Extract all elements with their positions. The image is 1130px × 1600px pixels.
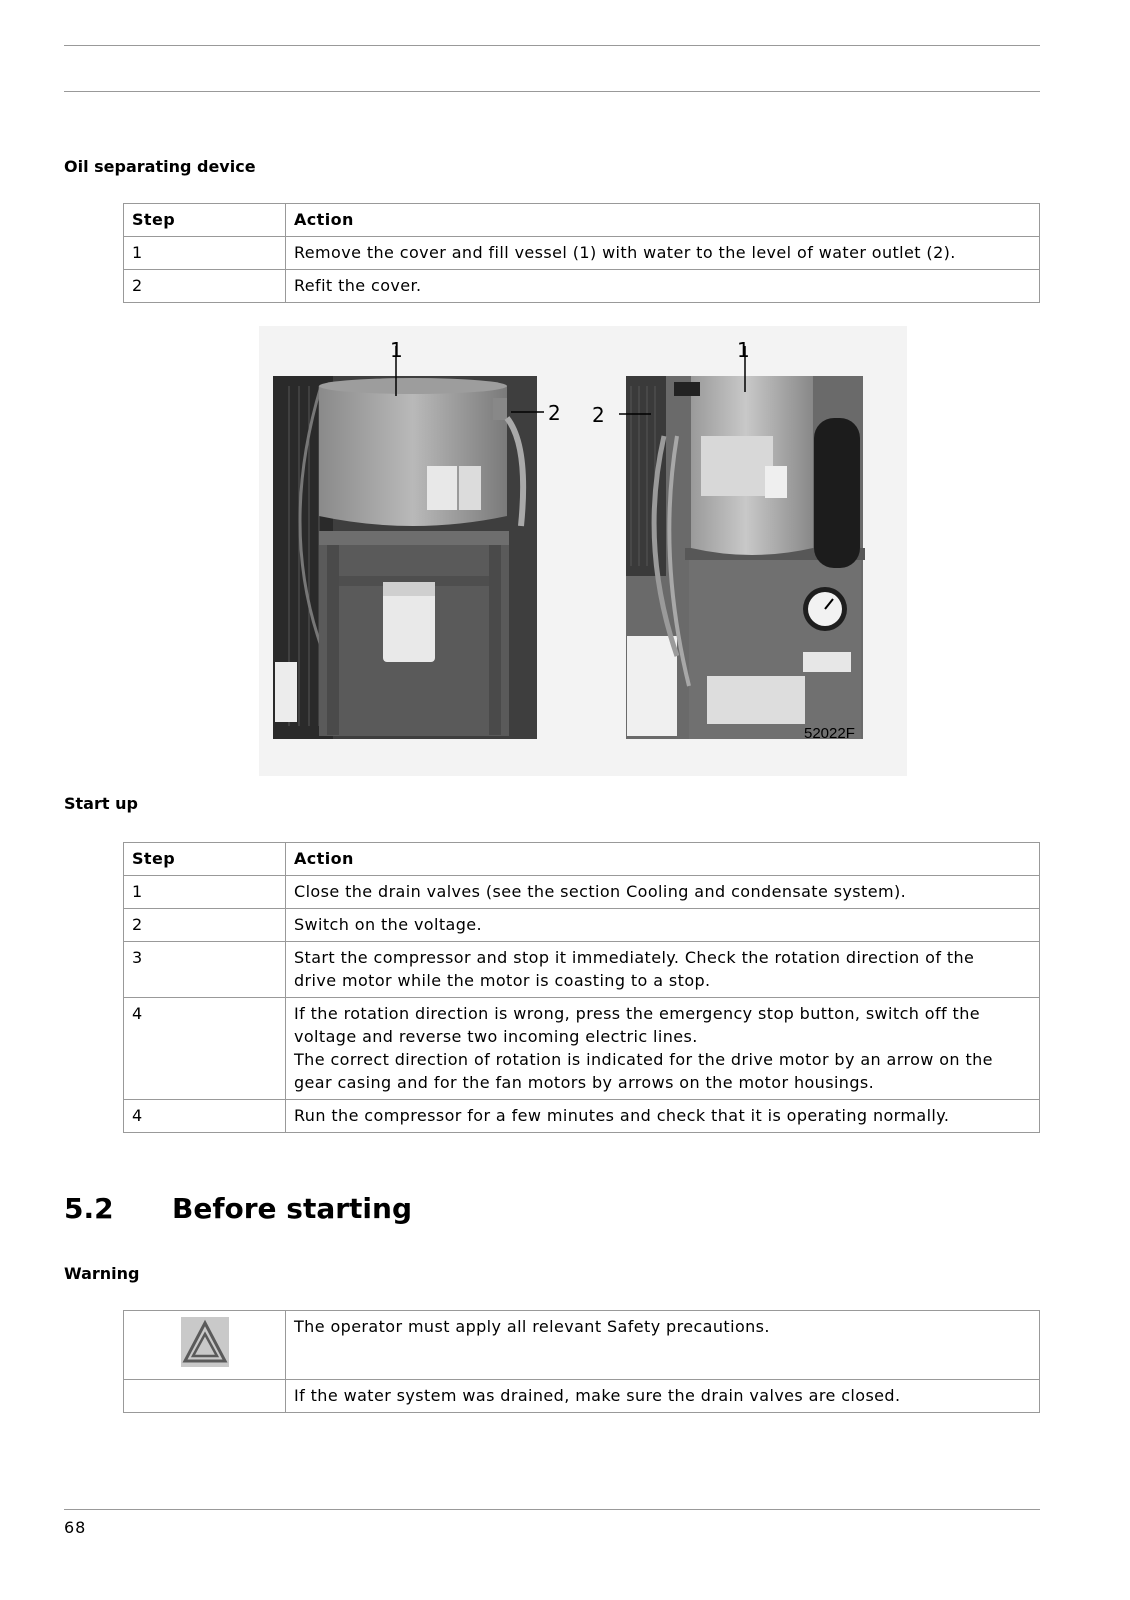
header-rule-top	[64, 45, 1040, 46]
step-action	[286, 998, 1040, 1100]
empty-cell	[124, 1380, 286, 1413]
step-column-header: Step	[124, 843, 286, 876]
oil-separating-heading: Oil separating device	[64, 157, 256, 176]
footer-rule	[64, 1509, 1040, 1510]
left-callout-1: 1	[390, 338, 403, 362]
action-line: If the rotation direction is wrong, press the emergency stop button, switch off the	[294, 1004, 980, 1023]
start-up-table	[123, 842, 1040, 1133]
action-column-header: Action	[286, 204, 1040, 237]
section-heading	[64, 1192, 412, 1225]
action-line: Start the compressor and stop it immediately. Check the rotation direction of the	[294, 948, 975, 967]
step-number: 4	[124, 998, 286, 1100]
action-line: Run the compressor for a few minutes and check that it is operating normally.	[294, 1106, 950, 1125]
table-row	[124, 1380, 1040, 1413]
right-photo	[592, 338, 865, 739]
warning-icon-cell	[124, 1311, 286, 1380]
table-row	[124, 909, 1040, 942]
step-action	[286, 1100, 1040, 1133]
warning-table	[123, 1310, 1040, 1413]
page-number: 68	[64, 1518, 87, 1537]
header-rule-bottom	[64, 91, 1040, 92]
step-action	[286, 909, 1040, 942]
table-row	[124, 876, 1040, 909]
table-row	[124, 1100, 1040, 1133]
action-line: Close the drain valves (see the section Cooling and condensate system).	[294, 882, 907, 901]
right-callout-1: 1	[737, 338, 750, 362]
step-action: Remove the cover and fill vessel (1) with water to the level of water outlet (2).	[286, 237, 1040, 270]
section-number: 5.2	[64, 1192, 114, 1225]
action-line: drive motor while the motor is coasting to a stop.	[294, 971, 711, 990]
figure-code: 52022F	[804, 725, 855, 742]
step-action	[286, 876, 1040, 909]
start-up-heading: Start up	[64, 794, 138, 813]
step-number: 2	[124, 909, 286, 942]
section-title: Before starting	[172, 1192, 413, 1225]
left-callout-2: 2	[548, 401, 561, 425]
step-number: 2	[124, 270, 286, 303]
step-action	[286, 942, 1040, 998]
action-column-header: Action	[286, 843, 1040, 876]
table-row	[124, 942, 1040, 998]
oil-separating-table	[123, 203, 1040, 303]
table-header-row	[124, 843, 1040, 876]
oil-separator-photo-figure	[259, 326, 907, 776]
warning-heading: Warning	[64, 1264, 140, 1283]
warning-text: If the water system was drained, make sure the drain valves are closed.	[286, 1380, 1040, 1413]
table-row	[124, 237, 1040, 270]
action-line: gear casing and for the fan motors by arrows on the motor housings.	[294, 1073, 875, 1092]
table-header-row	[124, 204, 1040, 237]
step-action: Refit the cover.	[286, 270, 1040, 303]
step-number: 3	[124, 942, 286, 998]
action-line: The correct direction of rotation is indicated for the drive motor by an arrow on the	[294, 1050, 993, 1069]
warning-triangle-icon	[181, 1317, 229, 1367]
right-callout-2: 2	[592, 403, 605, 427]
step-column-header: Step	[124, 204, 286, 237]
table-row	[124, 1311, 1040, 1380]
left-photo	[273, 338, 561, 739]
action-line: voltage and reverse two incoming electric lines.	[294, 1027, 698, 1046]
step-number: 1	[124, 876, 286, 909]
step-number: 1	[124, 237, 286, 270]
warning-text: The operator must apply all relevant Safety precautions.	[286, 1311, 1040, 1380]
action-line: Switch on the voltage.	[294, 915, 483, 934]
table-row	[124, 998, 1040, 1100]
step-number: 4	[124, 1100, 286, 1133]
table-row	[124, 270, 1040, 303]
